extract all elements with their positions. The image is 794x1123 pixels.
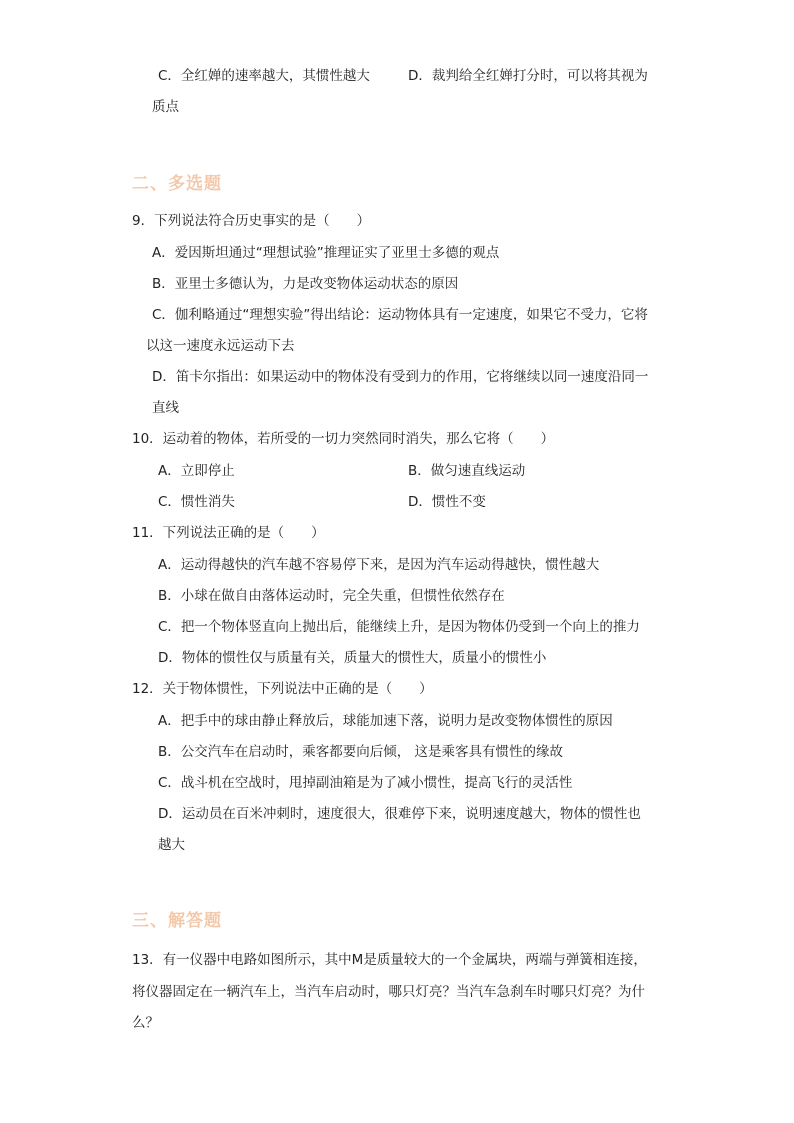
q12-stem: 12．关于物体惯性，下列说法中正确的是（ ） [132, 681, 433, 697]
q11-option-d: D．物体的惯性仅与质量有关，质量大的惯性大，质量小的惯性小 [158, 650, 547, 666]
q11-option-a: A．运动得越快的汽车越不容易停下来，是因为汽车运动得越快，惯性越大 [158, 557, 600, 573]
q8-option-c: C．全红婵的速率越大，其惯性越大 [158, 68, 370, 84]
q10-option-b: B．做匀速直线运动 [408, 463, 526, 479]
q12-option-d: D．运动员在百米冲刺时，速度很大，很难停下来，说明速度越大，物体的惯性也 [158, 806, 641, 822]
q9-stem: 9．下列说法符合历史事实的是（ ） [132, 213, 371, 229]
section-title-answer-questions: 三、解答题 [132, 911, 222, 931]
q10-stem: 10．运动着的物体，若所受的一切力突然同时消失，那么它将（ ） [132, 431, 555, 447]
q9-option-c-continued: 以这一速度永远运动下去 [146, 338, 295, 354]
q9-option-b: B．亚里士多德认为，力是改变物体运动状态的原因 [152, 276, 459, 292]
q13-line-1: 13．有一仪器中电路如图所示，其中M是质量较大的一个金属块，两端与弹簧相连接， [132, 952, 647, 968]
q9-option-d: D．笛卡尔指出：如果运动中的物体没有受到力的作用，它将继续以同一速度沿同一 [152, 369, 649, 385]
q12-option-d-continued: 越大 [158, 837, 185, 853]
q13-line-2: 将仪器固定在一辆汽车上，当汽车启动时，哪只灯亮？当汽车急刹车时哪只灯亮？为什 [132, 984, 645, 1000]
q10-option-d: D．惯性不变 [408, 494, 486, 510]
q13-line-3: 么？ [132, 1015, 159, 1031]
q12-option-a: A．把手中的球由静止释放后，球能加速下落，说明力是改变物体惯性的原因 [158, 713, 613, 729]
q10-option-a: A．立即停止 [158, 463, 235, 479]
q11-option-c: C．把一个物体竖直向上抛出后，能继续上升，是因为物体仍受到一个向上的推力 [158, 619, 640, 635]
section-title-multiple-choice: 二、多选题 [132, 174, 222, 194]
q9-option-c: C．伽利略通过“理想实验”得出结论：运动物体具有一定速度，如果它不受力，它将 [152, 307, 648, 323]
q9-option-a: A．爱因斯坦通过“理想试验”推理证实了亚里士多德的观点 [152, 245, 500, 261]
q11-option-b: B．小球在做自由落体运动时，完全失重，但惯性依然存在 [158, 588, 505, 604]
q12-option-c: C．战斗机在空战时，甩掉副油箱是为了减小惯性，提高飞行的灵活性 [158, 775, 573, 791]
q11-stem: 11．下列说法正确的是（ ） [132, 525, 325, 541]
q12-option-b: B．公交汽车在启动时，乘客都要向后倾， 这是乘客具有惯性的缘故 [158, 744, 564, 760]
q8-option-d: D．裁判给全红婵打分时，可以将其视为 [408, 68, 648, 84]
q9-option-d-continued: 直线 [152, 400, 179, 416]
q8-option-d-continued: 质点 [152, 99, 179, 115]
q10-option-c: C．惯性消失 [158, 494, 235, 510]
